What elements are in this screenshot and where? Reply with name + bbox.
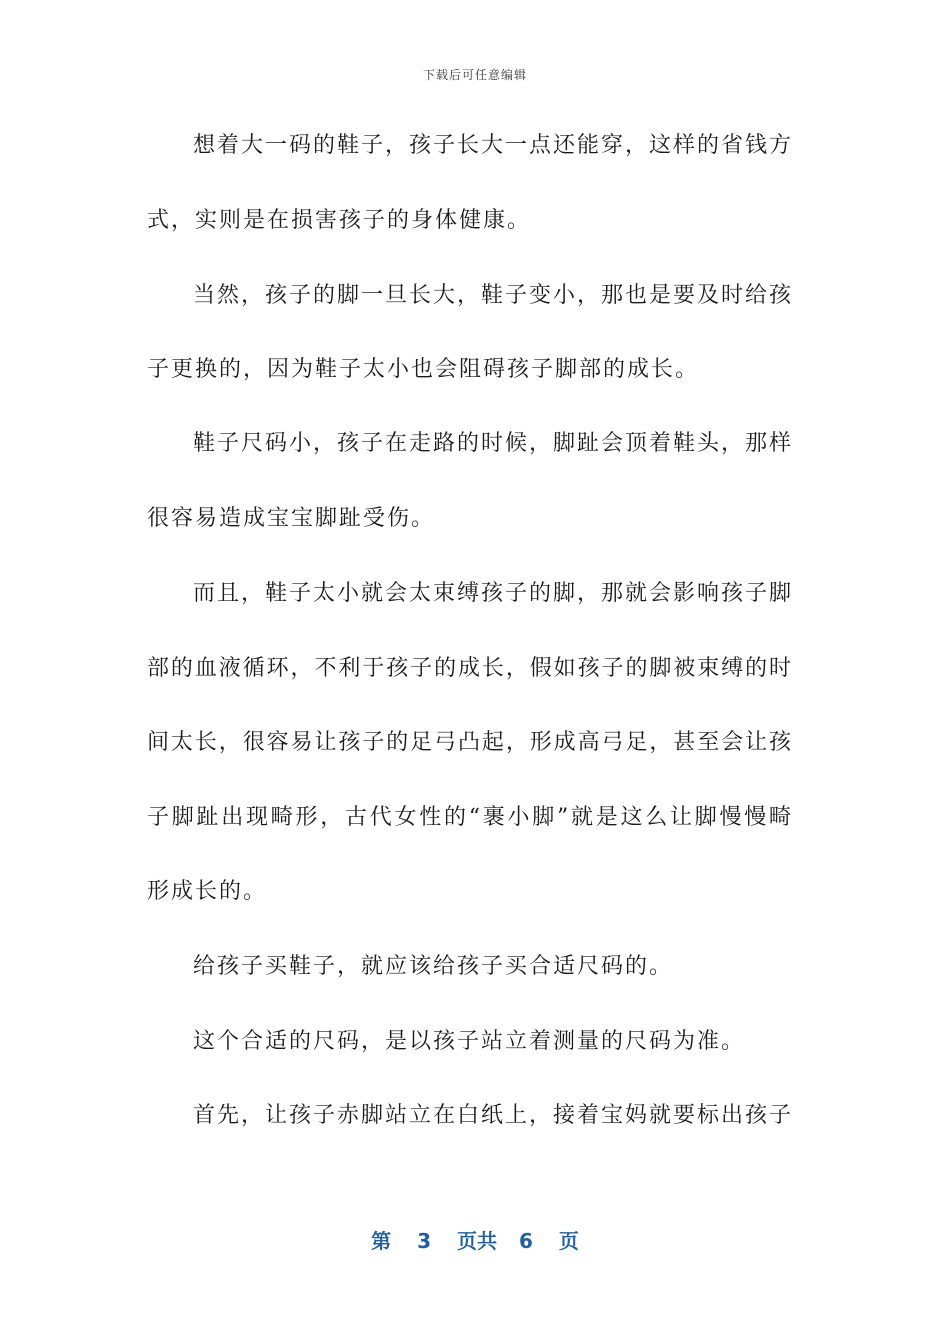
- paragraph-1-line-1: 想着大一码的鞋子，孩子长大一点还能穿，这样的省钱方: [193, 133, 791, 158]
- footer-current-page: 3: [417, 1229, 431, 1253]
- paragraph-5-line-1: 给孩子买鞋子，就应该给孩子买合适尺码的。: [193, 954, 674, 979]
- paragraph-2-line-1: 当然，孩子的脚一旦长大，鞋子变小，那也是要及时给孩: [193, 283, 791, 308]
- paragraph-3-line-2: 很容易造成宝宝脚趾受伤。: [147, 506, 436, 531]
- paragraph-2-line-2: 子更换的，因为鞋子太小也会阻碍孩子脚部的成长。: [147, 357, 700, 382]
- footer-total-pages: 6: [519, 1229, 533, 1253]
- footer-prefix: 第: [371, 1229, 392, 1253]
- paragraph-4-line-2: 部的血液循环，不利于孩子的成长，假如孩子的脚被束缚的时: [147, 656, 791, 681]
- footer-suffix: 页: [558, 1229, 579, 1253]
- paragraph-4-line-5: 形成长的。: [147, 879, 268, 904]
- paragraph-4-line-4: 子脚趾出现畸形，古代女性的“裹小脚”就是这么让脚慢慢畸: [147, 805, 791, 830]
- footer-middle: 页共: [457, 1229, 497, 1253]
- paragraph-6-line-1: 这个合适的尺码，是以孩子站立着测量的尺码为准。: [193, 1029, 746, 1054]
- paragraph-4-line-3: 间太长，很容易让孩子的足弓凸起，形成高弓足，甚至会让孩: [147, 730, 791, 755]
- page-number-footer: [0, 1225, 950, 1254]
- paragraph-3-line-1: 鞋子尺码小，孩子在走路的时候，脚趾会顶着鞋头，那样: [193, 431, 791, 456]
- paragraph-7-line-1: 首先，让孩子赤脚站立在白纸上，接着宝妈就要标出孩子: [193, 1103, 791, 1128]
- paragraph-1-line-2: 式，实则是在损害孩子的身体健康。: [147, 208, 532, 233]
- page-header-note: 下载后可任意编辑: [422, 68, 527, 82]
- paragraph-4-line-1: 而且，鞋子太小就会太束缚孩子的脚，那就会影响孩子脚: [193, 581, 791, 606]
